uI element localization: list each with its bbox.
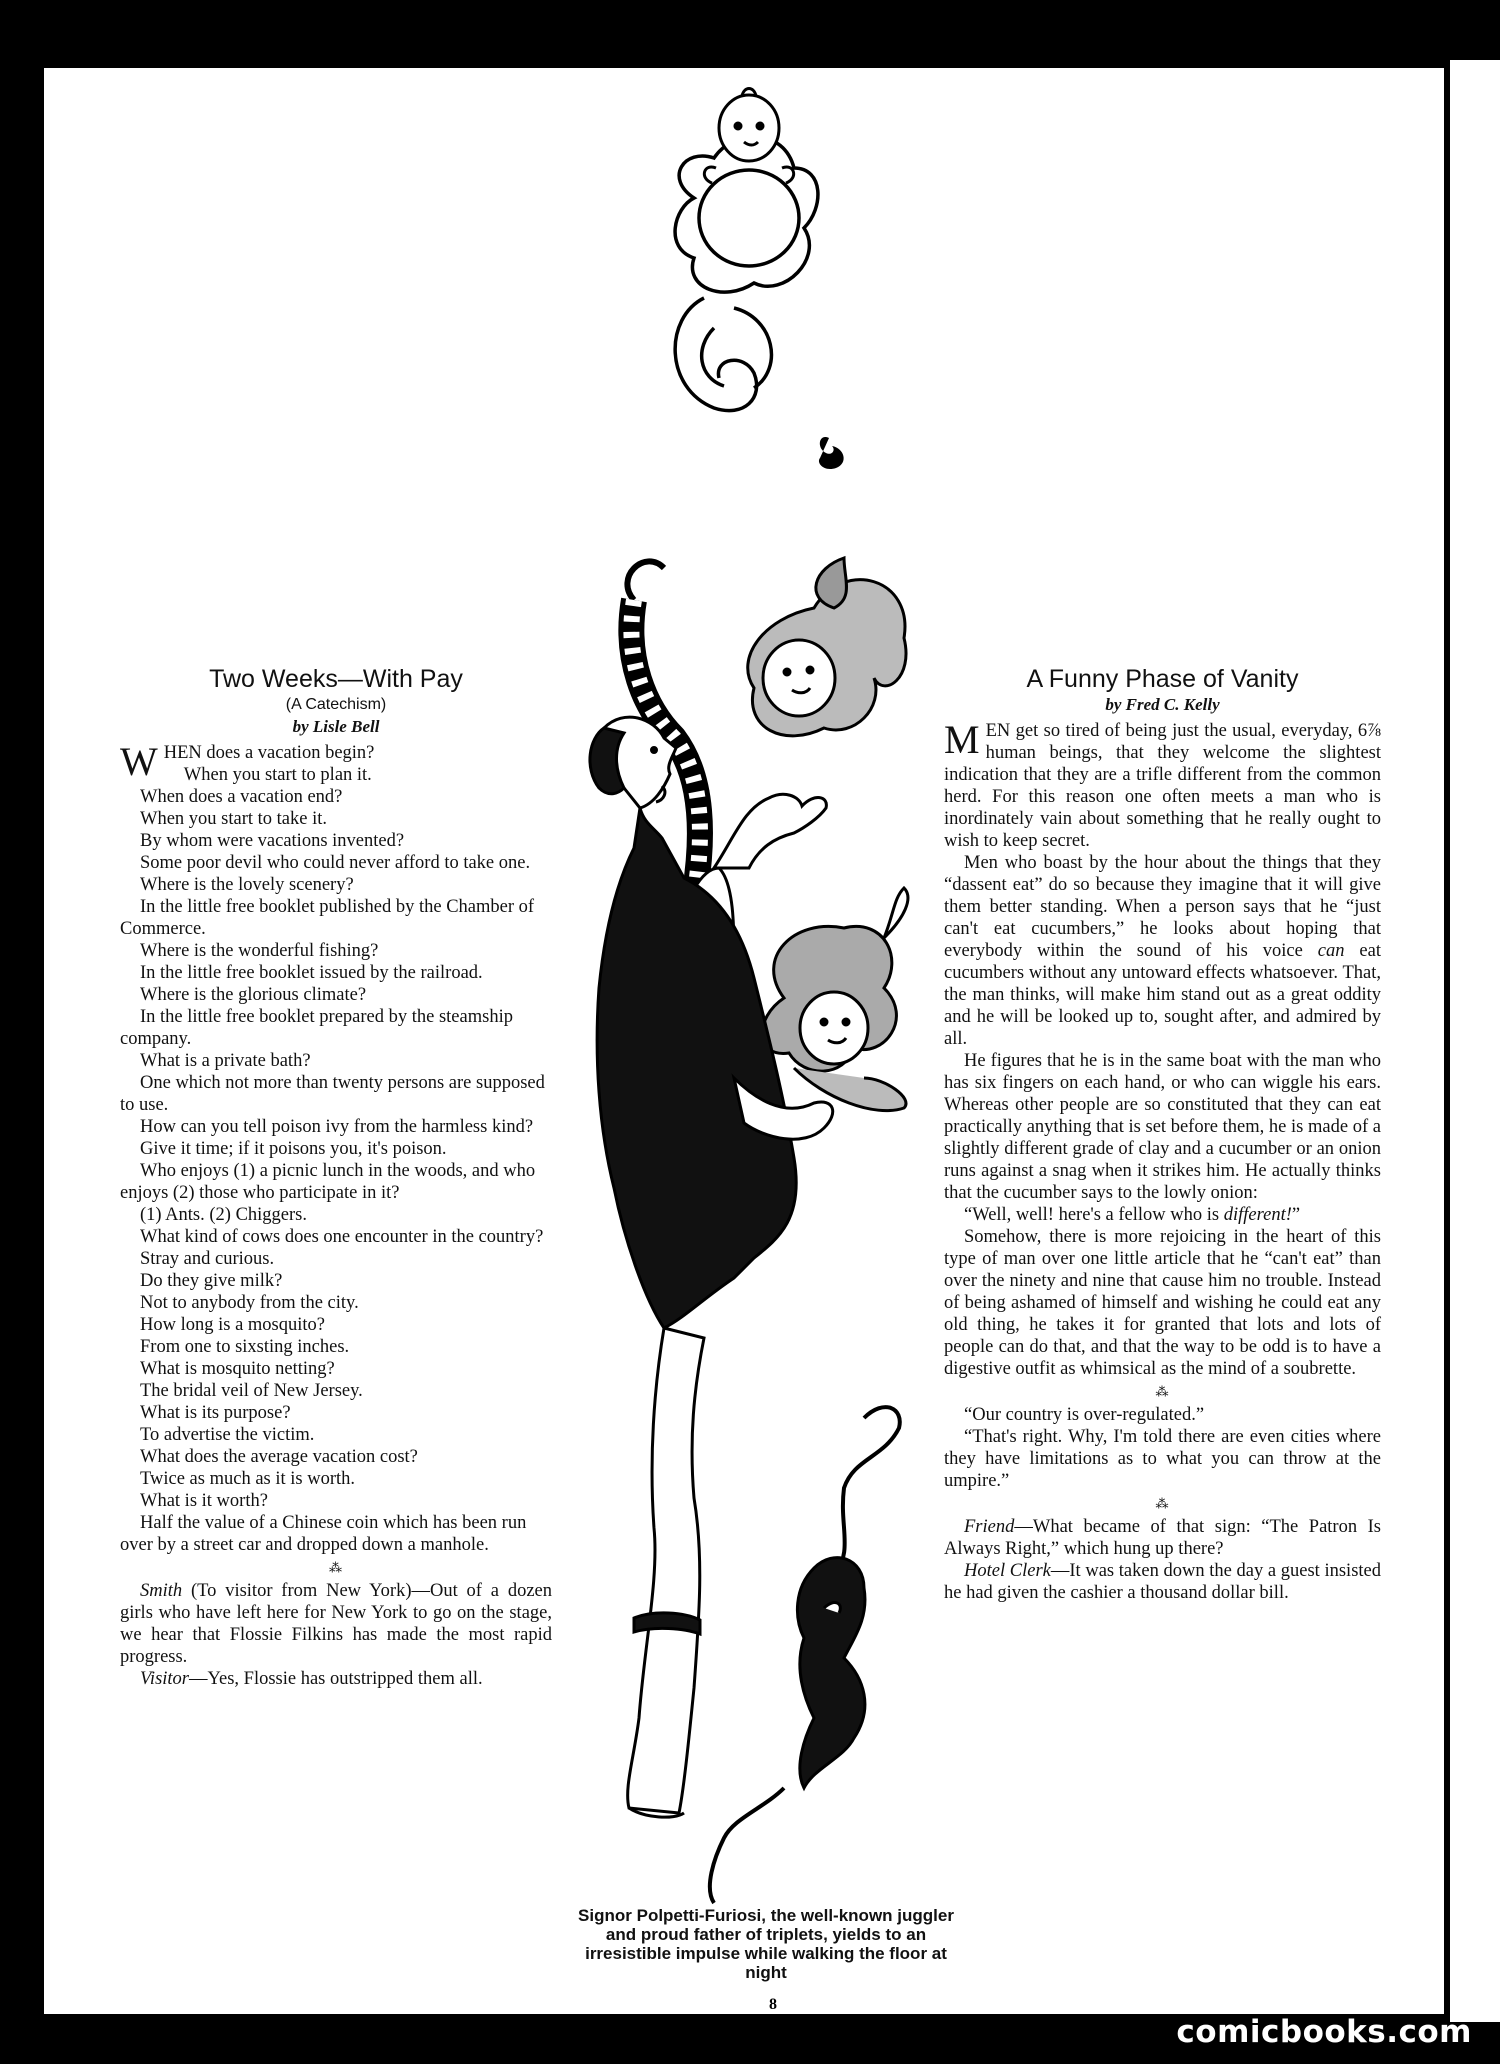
catechism-line: What is it worth? (140, 1491, 268, 1511)
catechism-line: When you start to plan it. (183, 765, 372, 785)
catechism-line: What is a private bath? (140, 1051, 311, 1071)
catechism-line: Where is the wonderful fishing? (140, 941, 379, 961)
right-para-4-a: “Well, well! here's a fellow who is (964, 1205, 1224, 1225)
right-article (944, 664, 1381, 1604)
catechism-line: From one to sixsting inches. (140, 1337, 350, 1357)
clerk-line (944, 1560, 1381, 1604)
left-dropcap: W (120, 739, 158, 784)
catechism-line: (1) Ants. (2) Chiggers. (140, 1205, 307, 1225)
right-joke-2 (944, 1516, 1381, 1604)
page-number: 8 (769, 1996, 777, 2013)
right-joke-1 (944, 1404, 1381, 1492)
right-asterism: ⁂ (1155, 1384, 1170, 1399)
right-article-byline: by Fred C. Kelly (1105, 695, 1220, 714)
left-article-byline: by Lisle Bell (292, 717, 380, 736)
right-dropcap: M (944, 717, 980, 762)
joke-speaker-smith: Smith (140, 1581, 183, 1601)
right-para-2-em: can (1317, 941, 1345, 961)
right-para-1-text: EN get so tired of being just the usual, everyday, 6⅞ human beings, that they welcome the slightest indication that they are a trifle different from the common herd. For this reason one often meets a man who is inordinately vain about something that he really ought to wish to keep secret. (944, 721, 1381, 851)
magazine-page (44, 68, 1444, 2014)
friend-line (944, 1516, 1381, 1560)
catechism-line: Not to anybody from the city. (140, 1293, 359, 1313)
next-page-edge (1450, 60, 1500, 2022)
catechism-line: What does the average vacation cost? (140, 1447, 418, 1467)
illustration-caption: Signor Polpetti-Furiosi, the well-known juggler and proud father of triplets, yields to an irresistible impulse while walking the floor at night (578, 1906, 954, 1982)
catechism-line: In the little free booklet prepared by the steamship company. (120, 1007, 513, 1049)
right-para-4-em: different! (1223, 1205, 1292, 1225)
right-asterism-2: ⁂ (1155, 1496, 1170, 1511)
right-para-2-a: Men who boast by the hour about the things that they “dassent eat” do so because they imagine that it will give them better standing. When a person says that he “just can't eat cucumbers,” he looks about hoping that everybody within the sound of his voice (944, 853, 1381, 961)
right-para-5: Somehow, there is more rejoicing in the heart of this type of man over one little article that he “can't eat” than over the ninety and nine that cause him no trouble. Instead of being ashamed of himself and wishing he could eat any old thing, he takes it for granted that lots and lots of people can do that, and that the way to be odd is to have a digestive outfit as whimsical as the mind of a soubrette. (944, 1227, 1381, 1379)
right-para-3: He figures that he is in the same boat with the man who has six fingers on each hand, or who can wiggle his ears. Whereas other people are so constituted that they can eat practically anything that is set before them, he is made of a slightly different grade of clay and a cucumber or an onion runs against a snag when it strikes him. He actually thinks that the cucumber says to the lowly onion: (944, 1051, 1381, 1203)
left-article-title: Two Weeks—With Pay (209, 665, 463, 693)
joke-text-smith: (To visitor from New York)—Out of a dozen girls who have left here for New York to go on the stage, we hear that Flossie Filkins has made the most rapid progress. (120, 1581, 552, 1667)
left-article (120, 664, 552, 1690)
catechism-line: Half the value of a Chinese coin which has been run over by a street car and dropped down a manhole. (120, 1513, 527, 1555)
catechism-line: In the little free booklet issued by the railroad. (140, 963, 483, 983)
catechism-line: Where is the glorious climate? (140, 985, 367, 1005)
right-article-title: A Funny Phase of Vanity (1026, 665, 1299, 693)
friend-text: —What became of that sign: “The Patron Is Always Right,” which hung up there? (944, 1517, 1381, 1559)
catechism-line: Twice as much as it is worth. (140, 1469, 356, 1489)
watermark: comicbooks.com (1176, 2014, 1472, 2050)
left-joke (120, 1580, 552, 1690)
left-article-subtitle: (A Catechism) (285, 696, 387, 713)
catechism-line: Who enjoys (1) a picnic lunch in the woods, and who enjoys (2) those who participate in it? (120, 1161, 536, 1203)
right-quote-1: “Our country is over-regulated.” (964, 1405, 1205, 1425)
catechism-line: What kind of cows does one encounter in the country? (140, 1227, 544, 1247)
catechism-line: What is its purpose? (140, 1403, 291, 1423)
friend-speaker: Friend (964, 1517, 1015, 1537)
right-para-2-b: eat cucumbers without any untoward effects whatsoever. That, the man thinks, will make him stand out as a great oddity and he will be looked up to, sought after, and admired by all. (944, 941, 1381, 1049)
baby-puff-illustration (604, 68, 904, 488)
catechism-line: How can you tell poison ivy from the harmless kind? (140, 1117, 534, 1137)
catechism-line: HEN does a vacation begin? (163, 743, 375, 763)
right-para-4-b: ” (1291, 1205, 1301, 1225)
left-asterism: ⁂ (329, 1560, 343, 1575)
catechism-line: Do they give milk? (140, 1271, 283, 1291)
juggler-illustration (584, 538, 984, 1908)
joke-text-visitor: —Yes, Flossie has outstripped them all. (189, 1669, 483, 1689)
catechism-line: Give it time; if it poisons you, it's poison. (140, 1139, 447, 1159)
right-para-4 (944, 1204, 1381, 1226)
catechism-line: Where is the lovely scenery? (140, 875, 354, 895)
catechism-line: Stray and curious. (140, 1249, 275, 1269)
joke-speaker-visitor: Visitor (140, 1669, 189, 1689)
catechism-line: One which not more than twenty persons are supposed to use. (120, 1073, 545, 1115)
clerk-speaker: Hotel Clerk (964, 1561, 1051, 1581)
catechism-line: When you start to take it. (140, 809, 328, 829)
catechism-line: How long is a mosquito? (140, 1315, 325, 1335)
catechism-line: When does a vacation end? (140, 787, 343, 807)
right-para-1 (944, 717, 1381, 852)
clerk-text: —It was taken down the day a guest insisted he had given the cashier a thousand dollar bill. (944, 1561, 1382, 1603)
catechism-line: To advertise the victim. (140, 1425, 315, 1445)
right-article-body (944, 717, 1381, 1380)
catechism-line: By whom were vacations invented? (140, 831, 405, 851)
left-joke-line-1 (120, 1580, 552, 1668)
right-quote-2: “That's right. Why, I'm told there are even cities where they have limitations as to what you can throw at the umpire.” (944, 1427, 1381, 1491)
catechism-line: In the little free booklet published by the Chamber of Commerce. (120, 897, 535, 939)
left-article-body (120, 739, 552, 1556)
catechism-line: The bridal veil of New Jersey. (140, 1381, 363, 1401)
catechism-line: Some poor devil who could never afford to take one. (140, 853, 531, 873)
right-para-2 (944, 852, 1381, 1050)
left-joke-line-2 (120, 1668, 552, 1690)
catechism-line: What is mosquito netting? (140, 1359, 335, 1379)
